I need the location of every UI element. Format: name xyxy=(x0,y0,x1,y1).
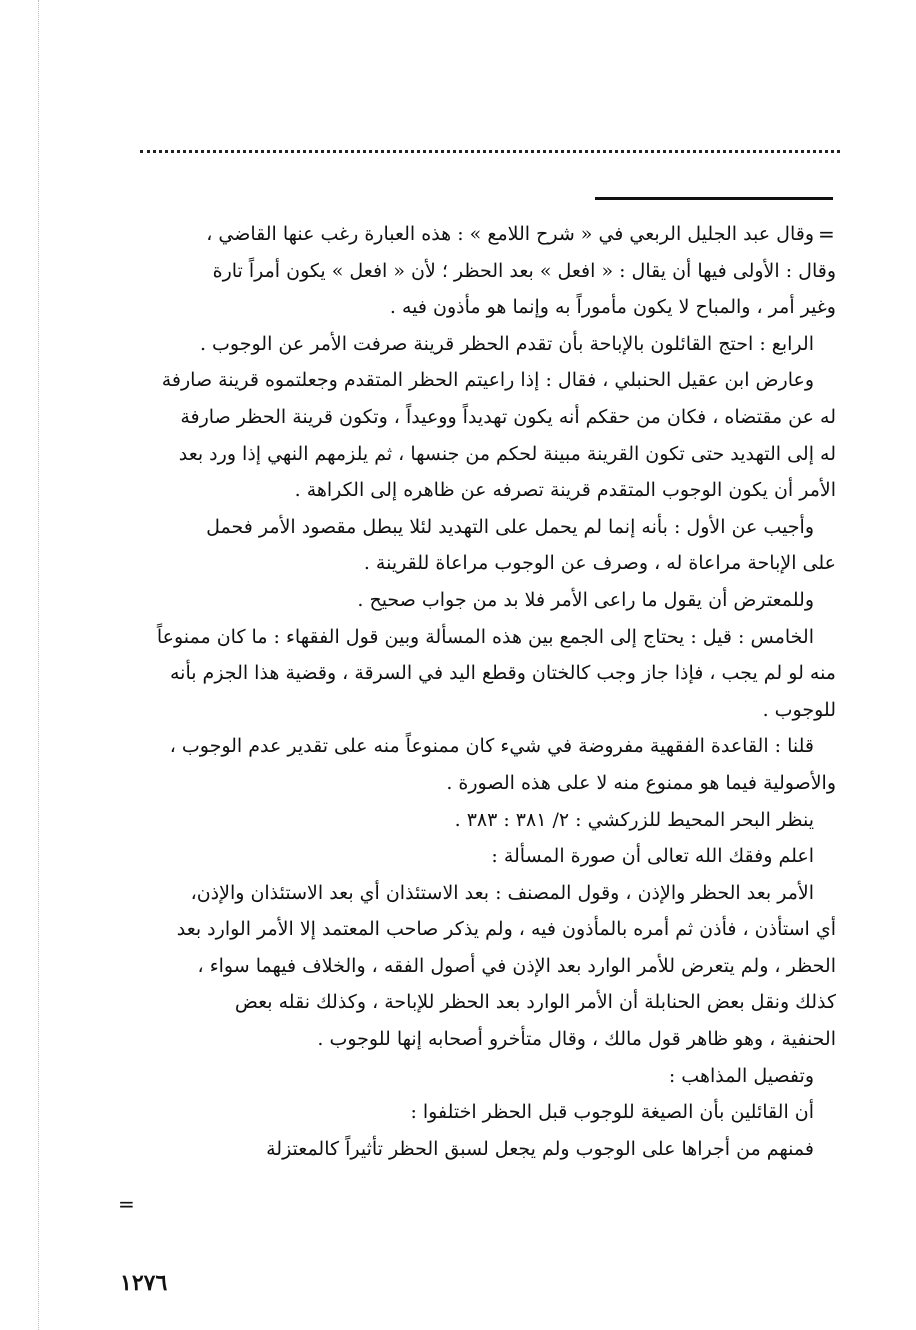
text-line: وقال عبد الجليل الربعي في « شرح اللامع » : هذه العبارة رغب عنها القاضي ، xyxy=(206,223,814,245)
text-line: الخامس : قيل : يحتاج إلى الجمع بين هذه المسألة وبين قول الفقهاء : ما كان ممنوعاً xyxy=(156,625,814,648)
text-line: وقال : الأولى فيها أن يقال : « افعل » بعد الحظر ؛ لأن « افعل » يكون أمراً تارة xyxy=(212,259,836,282)
text-line: كذلك ونقل بعض الحنابلة أن الأمر الوارد بعد الحظر للإباحة ، وكذلك نقله بعض xyxy=(234,991,836,1014)
text-line: ينظر البحر المحيط للزركشي : ٢/ ٣٨١ : ٣٨٣ . xyxy=(454,808,814,831)
text-line: فمنهم من أجراها على الوجوب ولم يجعل لسبق الحظر تأثيراً كالمعتزلة xyxy=(266,1137,814,1160)
text-line: الرابع : احتج القائلون بالإباحة بأن تقدم الحظر قرينة صرفت الأمر عن الوجوب . xyxy=(199,332,814,355)
text-line: الحنفية ، وهو ظاهر قول مالك ، وقال متأخرو أصحابه إنها للوجوب . xyxy=(317,1028,836,1051)
text-line: له عن مقتضاه ، فكان من حقكم أنه يكون تهديداً ووعيداً ، وتكون قرينة الحظر صارفة xyxy=(180,405,836,428)
text-line: اعلم وفقك الله تعالى أن صورة المسألة : xyxy=(491,845,814,868)
text-line: قلنا : القاعدة الفقهية مفروضة في شيء كان ممنوعاً منه على تقدير عدم الوجوب ، xyxy=(169,735,814,758)
text-line: الأمر بعد الحظر والإذن ، وقول المصنف : بعد الاستئذان أي بعد الاستئذان والإذن، xyxy=(190,881,814,904)
text-line: وأجيب عن الأول : بأنه إنما لم يحمل على التهديد لئلا يبطل مقصود الأمر فحمل xyxy=(206,515,814,538)
page-edge xyxy=(38,0,39,1330)
text-line: للوجوب . xyxy=(762,698,836,721)
footnote-text xyxy=(108,216,836,1167)
text-line: وللمعترض أن يقول ما راعى الأمر فلا بد من جواب صحيح . xyxy=(357,588,814,611)
text-line: وغير أمر ، والمباح لا يكون مأموراً به وإنما هو مأذون فيه . xyxy=(389,296,836,319)
text-line: منه لو لم يجب ، فإذا جاز وجب كالختان وقطع اليد في السرقة ، وقضية هذا الجزم بأنه xyxy=(169,662,836,685)
continuation-mark-bottom: = xyxy=(118,1192,135,1216)
text-line: الأمر أن يكون الوجوب المتقدم قرينة تصرفه عن ظاهره إلى الكراهة . xyxy=(294,479,836,502)
text-line: وتفصيل المذاهب : xyxy=(668,1064,814,1087)
text-line: أن القائلين بأن الصيغة للوجوب قبل الحظر اختلفوا : xyxy=(410,1101,814,1124)
dotted-separator xyxy=(140,150,840,153)
text-line: أي استأذن ، فأذن ثم أمره بالمأذون فيه ، ولم يذكر صاحب المعتمد إلا الأمر الوارد بعد xyxy=(176,918,836,941)
text-line: والأصولية فيما هو ممنوع منه لا على هذه الصورة . xyxy=(446,771,836,794)
text-line: الحظر ، ولم يتعرض للأمر الوارد بعد الإذن في أصول الفقه ، والخلاف فيهما سواء ، xyxy=(197,954,836,977)
text-line: له إلى التهديد حتى تكون القرينة مبينة لحكم من جنسها ، ثم يلزمهم النهي إذا ورد بعد xyxy=(178,442,836,465)
footnote-rule xyxy=(595,197,833,200)
text-line: وعارض ابن عقيل الحنبلي ، فقال : إذا راعيتم الحظر المتقدم وجعلتموه قرينة صارفة xyxy=(161,369,814,392)
continuation-mark-top: = xyxy=(818,222,835,246)
text-line: على الإباحة مراعاة له ، وصرف عن الوجوب مراعاة للقرينة . xyxy=(363,552,836,575)
page-number: ١٢٧٦ xyxy=(120,1270,168,1296)
